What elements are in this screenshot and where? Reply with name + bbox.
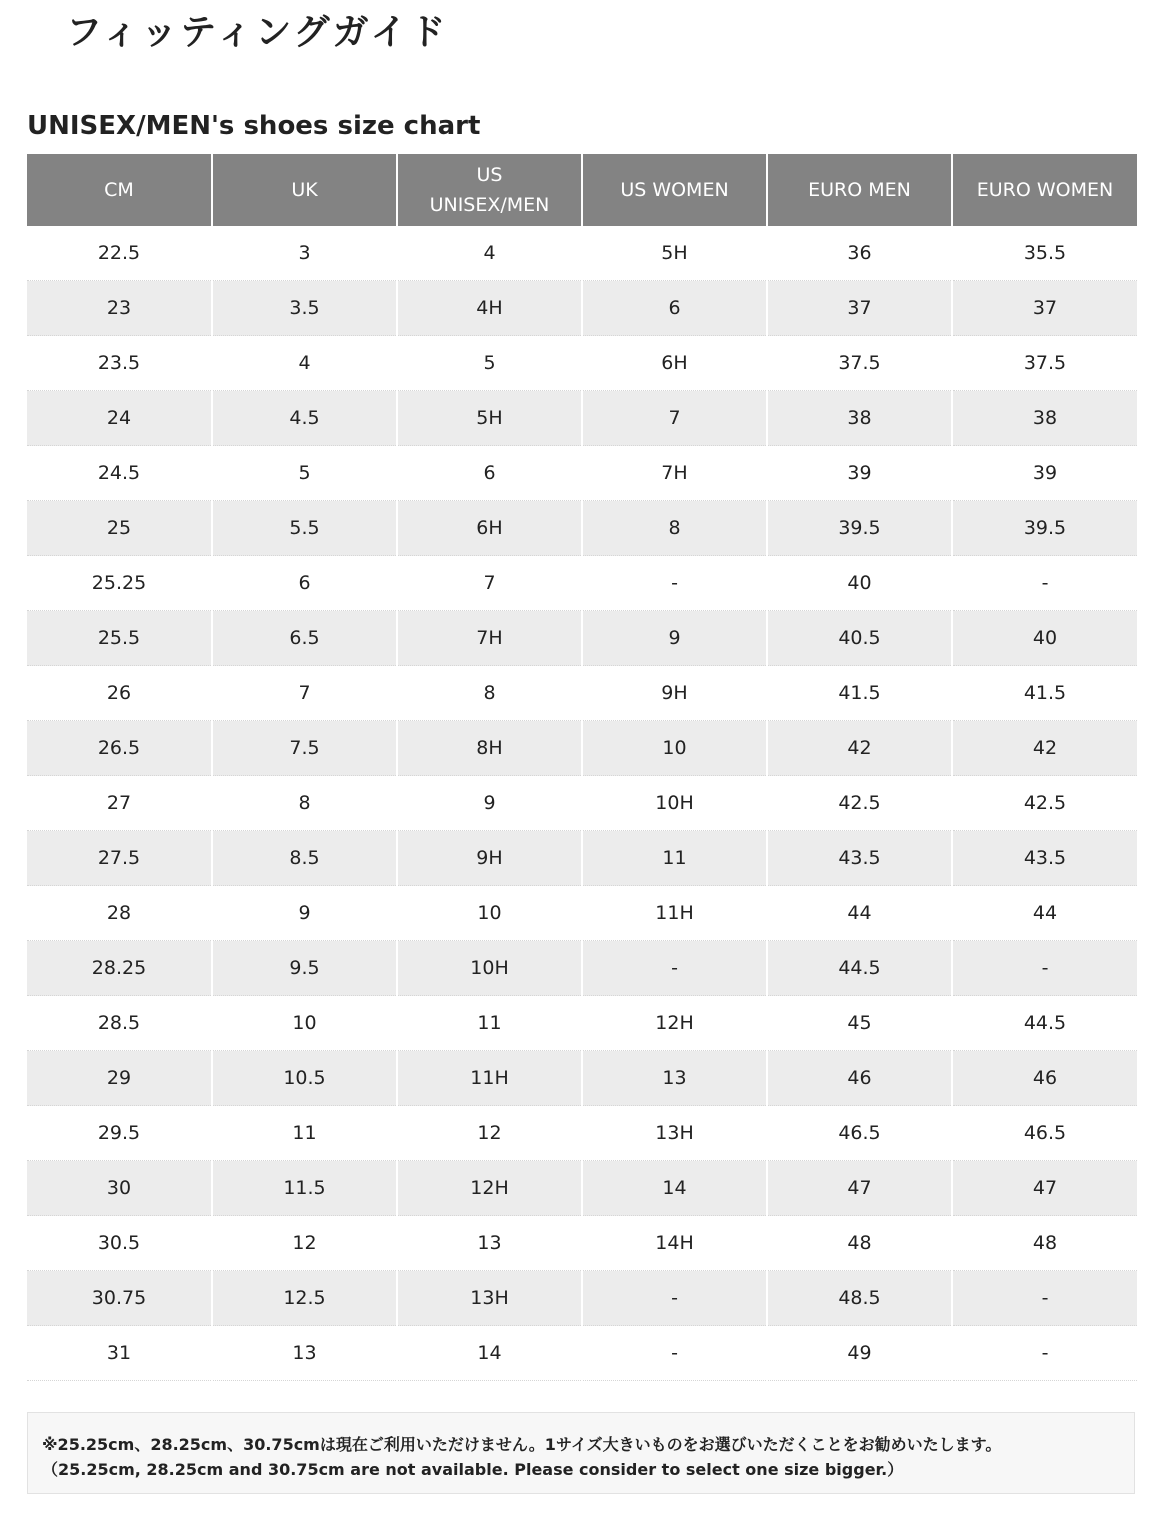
- cell-uk: 4.5: [212, 391, 397, 446]
- header-label: EURO MEN: [808, 179, 911, 201]
- cell-us-women: 8: [582, 501, 767, 556]
- cell-euro-men: 48: [767, 1216, 952, 1271]
- header-label: CM: [104, 179, 134, 201]
- cell-euro-men: 45: [767, 996, 952, 1051]
- cell-euro-women: 48: [952, 1216, 1137, 1271]
- cell-us-unisex-men: 12H: [397, 1161, 582, 1216]
- cell-euro-women: -: [952, 941, 1137, 996]
- header-label: EURO WOMEN: [976, 179, 1114, 201]
- cell-cm: 28.5: [27, 996, 212, 1051]
- table-row: [27, 831, 1137, 886]
- cell-us-unisex-men: 13H: [397, 1271, 582, 1326]
- cell-uk: 6.5: [212, 611, 397, 666]
- cell-euro-women: 44: [952, 886, 1137, 941]
- cell-uk: 12.5: [212, 1271, 397, 1326]
- cell-cm: 24: [27, 391, 212, 446]
- cell-euro-women: 37: [952, 281, 1137, 336]
- table-row: [27, 666, 1137, 721]
- cell-cm: 22.5: [27, 226, 212, 281]
- cell-euro-men: 44.5: [767, 941, 952, 996]
- cell-us-unisex-men: 7: [397, 556, 582, 611]
- cell-euro-men: 46: [767, 1051, 952, 1106]
- table-row: [27, 556, 1137, 611]
- availability-note: [27, 1412, 1135, 1494]
- table-row: [27, 336, 1137, 391]
- cell-uk: 12: [212, 1216, 397, 1271]
- header-us-women: [582, 154, 767, 226]
- cell-euro-women: 41.5: [952, 666, 1137, 721]
- header-label: UK: [291, 179, 318, 201]
- cell-euro-men: 40: [767, 556, 952, 611]
- cell-us-women: -: [582, 1326, 767, 1381]
- table-row: [27, 501, 1137, 556]
- cell-us-unisex-men: 8H: [397, 721, 582, 776]
- table-header: [27, 154, 1137, 226]
- table-row: [27, 1326, 1137, 1381]
- table-row: [27, 996, 1137, 1051]
- cell-euro-women: 37.5: [952, 336, 1137, 391]
- cell-euro-men: 37.5: [767, 336, 952, 391]
- cell-euro-men: 38: [767, 391, 952, 446]
- cell-us-women: -: [582, 1271, 767, 1326]
- table-row: [27, 611, 1137, 666]
- cell-us-unisex-men: 4H: [397, 281, 582, 336]
- cell-euro-women: -: [952, 1326, 1137, 1381]
- cell-cm: 25.25: [27, 556, 212, 611]
- cell-euro-men: 44: [767, 886, 952, 941]
- cell-cm: 27.5: [27, 831, 212, 886]
- cell-us-women: 10: [582, 721, 767, 776]
- cell-uk: 8.5: [212, 831, 397, 886]
- cell-euro-men: 42.5: [767, 776, 952, 831]
- header-label: US WOMEN: [620, 179, 729, 201]
- cell-euro-women: -: [952, 1271, 1137, 1326]
- cell-euro-men: 42: [767, 721, 952, 776]
- cell-euro-men: 39: [767, 446, 952, 501]
- cell-euro-women: 47: [952, 1161, 1137, 1216]
- cell-uk: 9.5: [212, 941, 397, 996]
- table-row: [27, 1271, 1137, 1326]
- cell-us-unisex-men: 10H: [397, 941, 582, 996]
- cell-cm: 27: [27, 776, 212, 831]
- cell-us-women: 11: [582, 831, 767, 886]
- note-japanese: ※25.25cm、28.25cm、30.75cmは現在ご利用いただけません。1サイズ大きいものをお選びいただくことをお勧めいたします。: [42, 1435, 1002, 1454]
- cell-euro-men: 43.5: [767, 831, 952, 886]
- cell-us-women: 13: [582, 1051, 767, 1106]
- cell-us-unisex-men: 6: [397, 446, 582, 501]
- header-row: [27, 154, 1137, 226]
- cell-us-unisex-men: 5H: [397, 391, 582, 446]
- cell-us-unisex-men: 5: [397, 336, 582, 391]
- cell-uk: 13: [212, 1326, 397, 1381]
- cell-euro-men: 48.5: [767, 1271, 952, 1326]
- cell-uk: 3: [212, 226, 397, 281]
- header-cm: [27, 154, 212, 226]
- cell-euro-men: 47: [767, 1161, 952, 1216]
- cell-uk: 11.5: [212, 1161, 397, 1216]
- cell-us-women: 6: [582, 281, 767, 336]
- cell-euro-women: 38: [952, 391, 1137, 446]
- cell-us-women: -: [582, 556, 767, 611]
- cell-euro-women: 46.5: [952, 1106, 1137, 1161]
- table-row: [27, 281, 1137, 336]
- cell-cm: 29.5: [27, 1106, 212, 1161]
- cell-us-unisex-men: 11H: [397, 1051, 582, 1106]
- cell-us-unisex-men: 7H: [397, 611, 582, 666]
- cell-us-women: 9H: [582, 666, 767, 721]
- cell-cm: 25.5: [27, 611, 212, 666]
- cell-us-women: 14H: [582, 1216, 767, 1271]
- cell-uk: 11: [212, 1106, 397, 1161]
- cell-cm: 26: [27, 666, 212, 721]
- cell-cm: 30.5: [27, 1216, 212, 1271]
- section-title: UNISEX/MEN's shoes size chart: [27, 111, 481, 141]
- cell-us-unisex-men: 9H: [397, 831, 582, 886]
- table-row: [27, 1216, 1137, 1271]
- cell-euro-men: 39.5: [767, 501, 952, 556]
- cell-us-unisex-men: 10: [397, 886, 582, 941]
- cell-us-women: 13H: [582, 1106, 767, 1161]
- table-row: [27, 721, 1137, 776]
- cell-euro-women: 43.5: [952, 831, 1137, 886]
- cell-us-women: 9: [582, 611, 767, 666]
- header-uk: [212, 154, 397, 226]
- cell-cm: 25: [27, 501, 212, 556]
- page-title: フィッティングガイド: [66, 12, 449, 53]
- cell-us-women: 14: [582, 1161, 767, 1216]
- cell-euro-women: 46: [952, 1051, 1137, 1106]
- table-row: [27, 1106, 1137, 1161]
- cell-us-women: 10H: [582, 776, 767, 831]
- table-row: [27, 886, 1137, 941]
- cell-us-unisex-men: 8: [397, 666, 582, 721]
- table-row: [27, 446, 1137, 501]
- table-row: [27, 776, 1137, 831]
- cell-us-women: -: [582, 941, 767, 996]
- cell-cm: 24.5: [27, 446, 212, 501]
- cell-us-unisex-men: 4: [397, 226, 582, 281]
- header-euro-men: [767, 154, 952, 226]
- cell-uk: 5.5: [212, 501, 397, 556]
- cell-euro-men: 46.5: [767, 1106, 952, 1161]
- cell-us-unisex-men: 11: [397, 996, 582, 1051]
- cell-uk: 7: [212, 666, 397, 721]
- table-row: [27, 391, 1137, 446]
- cell-euro-men: 41.5: [767, 666, 952, 721]
- cell-euro-women: 39: [952, 446, 1137, 501]
- header-us-unisex-men: [397, 154, 582, 226]
- cell-uk: 3.5: [212, 281, 397, 336]
- cell-euro-women: 42: [952, 721, 1137, 776]
- cell-us-women: 7: [582, 391, 767, 446]
- cell-uk: 10: [212, 996, 397, 1051]
- cell-euro-men: 40.5: [767, 611, 952, 666]
- cell-uk: 9: [212, 886, 397, 941]
- cell-uk: 5: [212, 446, 397, 501]
- cell-cm: 23.5: [27, 336, 212, 391]
- size-chart-table: [27, 154, 1137, 1381]
- cell-cm: 26.5: [27, 721, 212, 776]
- cell-uk: 7.5: [212, 721, 397, 776]
- cell-us-unisex-men: 12: [397, 1106, 582, 1161]
- table-row: [27, 941, 1137, 996]
- cell-us-unisex-men: 13: [397, 1216, 582, 1271]
- cell-euro-women: 44.5: [952, 996, 1137, 1051]
- cell-us-women: 12H: [582, 996, 767, 1051]
- cell-cm: 30.75: [27, 1271, 212, 1326]
- cell-us-women: 5H: [582, 226, 767, 281]
- cell-uk: 10.5: [212, 1051, 397, 1106]
- cell-euro-women: 40: [952, 611, 1137, 666]
- cell-cm: 29: [27, 1051, 212, 1106]
- header-sublabel: UNISEX/MEN: [429, 194, 550, 216]
- cell-us-women: 6H: [582, 336, 767, 391]
- table-row: [27, 1161, 1137, 1216]
- cell-uk: 6: [212, 556, 397, 611]
- cell-us-women: 7H: [582, 446, 767, 501]
- cell-euro-women: -: [952, 556, 1137, 611]
- cell-us-unisex-men: 14: [397, 1326, 582, 1381]
- cell-euro-men: 36: [767, 226, 952, 281]
- cell-cm: 30: [27, 1161, 212, 1216]
- cell-euro-women: 35.5: [952, 226, 1137, 281]
- cell-cm: 28.25: [27, 941, 212, 996]
- cell-euro-men: 37: [767, 281, 952, 336]
- cell-euro-men: 49: [767, 1326, 952, 1381]
- table-body: [27, 226, 1137, 1381]
- cell-euro-women: 42.5: [952, 776, 1137, 831]
- cell-us-women: 11H: [582, 886, 767, 941]
- cell-uk: 8: [212, 776, 397, 831]
- cell-cm: 23: [27, 281, 212, 336]
- note-english: （25.25cm, 28.25cm and 30.75cm are not available. Please consider to select one size bigger.）: [42, 1460, 904, 1479]
- cell-us-unisex-men: 9: [397, 776, 582, 831]
- header-label: US: [476, 164, 503, 186]
- cell-cm: 28: [27, 886, 212, 941]
- cell-us-unisex-men: 6H: [397, 501, 582, 556]
- cell-euro-women: 39.5: [952, 501, 1137, 556]
- table-row: [27, 226, 1137, 281]
- header-euro-women: [952, 154, 1137, 226]
- cell-cm: 31: [27, 1326, 212, 1381]
- cell-uk: 4: [212, 336, 397, 391]
- table-row: [27, 1051, 1137, 1106]
